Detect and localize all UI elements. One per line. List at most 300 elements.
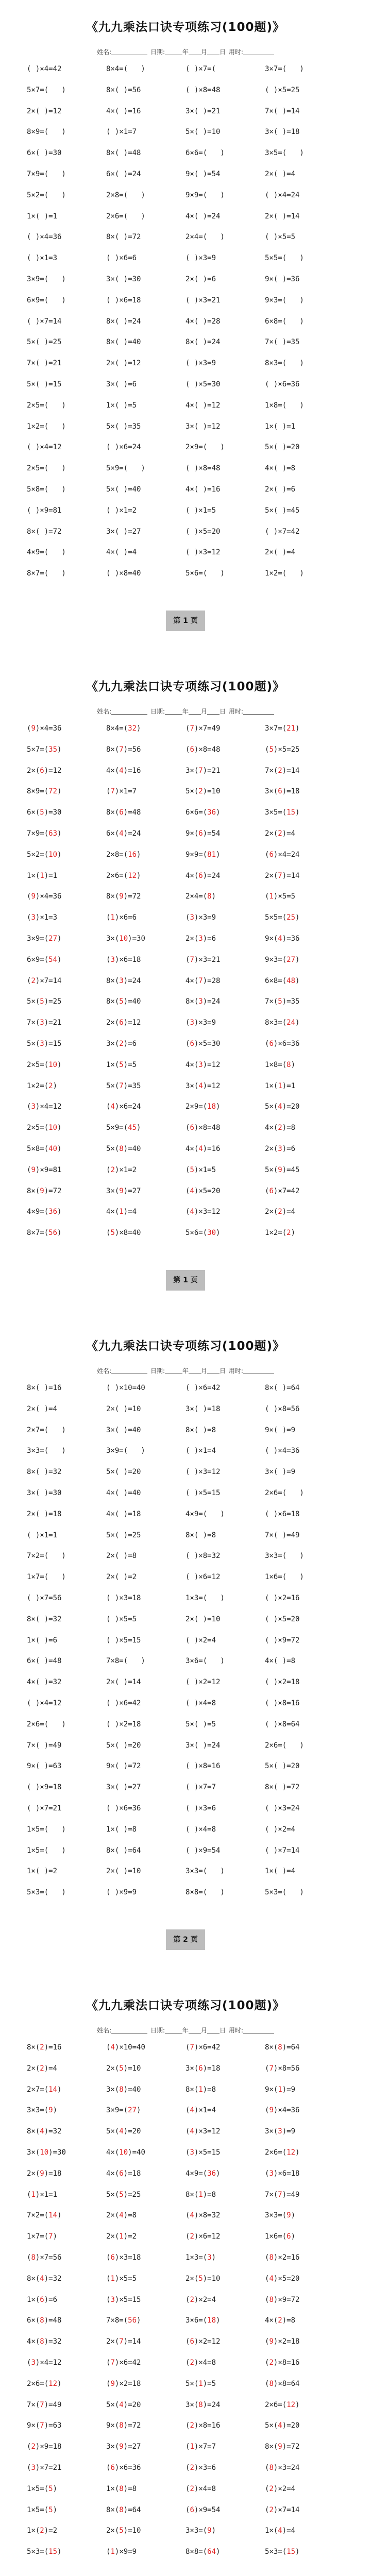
date-field[interactable] — [189, 48, 201, 55]
problem-item: 7×2=(14) — [27, 2211, 62, 2220]
problem-item: 1×6=(6) — [265, 2232, 296, 2241]
problem-item: 2×( )=12 — [27, 107, 62, 115]
date-part-label: 月 — [201, 2027, 208, 2034]
problem-item: 5×5=(25) — [265, 913, 300, 922]
answer-value: 2 — [278, 2316, 282, 2325]
problem-item: (2)×2=4 — [185, 2295, 216, 2304]
date-field[interactable] — [189, 1367, 201, 1374]
problem-item: ( )×4=24 — [265, 191, 300, 199]
answer-value: 27 — [128, 2106, 137, 2115]
problem-item: ( )×3=12 — [185, 1468, 221, 1477]
date-part-label: 年 — [182, 2027, 189, 2034]
problem-item: 7×2=( ) — [27, 1552, 66, 1561]
problem-item: 5×( )=35 — [106, 422, 141, 431]
problem-item: (9)×2=18 — [265, 2337, 300, 2346]
problem-item: 2×(7)=14 — [106, 2337, 141, 2346]
answer-value: 2 — [40, 2527, 44, 2535]
problem-item: 8×(4)=32 — [27, 2127, 62, 2136]
problem-item: 3×(4)=12 — [185, 1081, 221, 1090]
answer-value: 3 — [269, 2169, 274, 2178]
date-field[interactable] — [189, 708, 201, 715]
answer-value: 8 — [286, 1060, 291, 1069]
problem-item: 5×8=(40) — [27, 1144, 62, 1153]
date-part-label: 月 — [201, 1367, 208, 1375]
answer-value: 4 — [190, 1187, 194, 1195]
answer-value: 7 — [278, 871, 282, 880]
problem-item: 3×3=( ) — [27, 1447, 66, 1455]
problem-item: 6×( )=24 — [106, 170, 141, 178]
problem-item: 5×( )=20 — [265, 443, 300, 452]
answer-value: 2 — [110, 1165, 115, 1174]
problem-item: 6×6=(36) — [185, 808, 221, 817]
problem-item: ( )×9=72 — [265, 1636, 300, 1645]
problem-item: ( )×5=20 — [185, 527, 221, 536]
problem-item: ( )×7=7 — [185, 1783, 216, 1792]
answer-value: 4 — [269, 2274, 274, 2283]
answer-value: 30 — [207, 1229, 216, 1238]
problem-item: 3×(8)=24 — [185, 2400, 221, 2409]
date-field[interactable] — [207, 1367, 220, 1374]
answer-value: 8 — [40, 2316, 44, 2325]
problem-item: 9×( )=63 — [27, 1762, 62, 1771]
problem-item: 5×( )=20 — [106, 1468, 141, 1477]
problem-item: ( )×9=54 — [185, 1846, 221, 1855]
answer-value: 9 — [269, 2337, 274, 2346]
answer-value: 36 — [207, 2169, 216, 2178]
answer-value: 1 — [110, 2548, 115, 2556]
problem-item: 8×(1)=8 — [185, 2190, 216, 2199]
problem-item: ( )×2=4 — [265, 1825, 296, 1834]
time-label: 用时: — [226, 48, 243, 56]
problem-item: 3×(3)=9 — [265, 2127, 296, 2136]
problem-item: 5×3=( ) — [265, 1888, 304, 1897]
problem-item: 1×7=(7) — [27, 2232, 58, 2241]
answer-value: 5 — [119, 2527, 124, 2535]
problem-item: 8×( )=8 — [185, 1426, 216, 1434]
problem-item: ( )×4=12 — [27, 443, 62, 452]
problem-item: 8×( )=24 — [185, 338, 221, 347]
problem-item: ( )×5=15 — [185, 1488, 221, 1497]
problem-item: 9×( )=54 — [185, 170, 221, 178]
time-field[interactable] — [243, 708, 274, 715]
problem-item: 5×(2)=10 — [185, 787, 221, 796]
problem-item: (7)×1=7 — [106, 787, 137, 796]
page-title: 《九九乘法口诀专项练习(100题)》 — [86, 21, 285, 34]
problem-item: 3×( )=27 — [106, 527, 141, 536]
answer-value: 45 — [128, 1124, 137, 1132]
problem-item: 5×( )=25 — [27, 338, 62, 347]
answer-value: 2 — [190, 2358, 194, 2367]
date-field[interactable] — [207, 2027, 220, 2033]
answer-value: 63 — [48, 829, 58, 838]
problem-item: 3×( )=30 — [106, 275, 141, 283]
problem-item: (4)×1=4 — [185, 2106, 216, 2115]
answer-value: 64 — [207, 2548, 216, 2556]
date-field[interactable] — [165, 2027, 182, 2033]
answer-value: 4 — [190, 2127, 194, 2136]
problem-item: 7×(3)=21 — [27, 1019, 62, 1027]
problem-item: 2×6=( ) — [265, 1741, 304, 1750]
problem-item: 5×( )=45 — [265, 506, 300, 515]
problem-item: 2×5=( ) — [27, 401, 66, 410]
answer-value: 3 — [119, 976, 124, 985]
name-field[interactable] — [111, 708, 147, 715]
problem-item: ( )×3=21 — [185, 296, 221, 304]
answer-value: 2 — [119, 1039, 124, 1048]
problem-item: ( )×7=42 — [265, 527, 300, 536]
problem-item: 6×9=(54) — [27, 955, 62, 964]
problem-item: 8×(2)=16 — [27, 2043, 62, 2052]
problem-item: 6×(5)=30 — [27, 808, 62, 817]
problem-item: 2×7=(14) — [27, 2085, 62, 2094]
problem-item: 2×(1)=2 — [106, 2232, 137, 2241]
problem-item: 5×3=(15) — [27, 2548, 62, 2556]
answer-value: 2 — [48, 1081, 53, 1090]
answer-value: 7 — [190, 2043, 194, 2052]
problem-item: 8×(8)=64 — [265, 2043, 300, 2052]
answer-value: 2 — [269, 2358, 274, 2367]
problem-item: 4×( )=28 — [185, 317, 221, 326]
answer-value: 1 — [269, 892, 274, 901]
date-field[interactable] — [165, 708, 182, 715]
answer-value: 18 — [207, 1103, 216, 1111]
problem-item: 9×3=( ) — [265, 296, 304, 304]
problem-item: 8×( )=32 — [27, 1468, 62, 1477]
problem-item: ( )×4=36 — [265, 1447, 300, 1455]
name-field[interactable] — [111, 2027, 147, 2033]
problem-item: (4)×6=24 — [106, 1103, 141, 1111]
problem-item: 1×( )=6 — [27, 1636, 58, 1645]
problem-item: 5×7=(35) — [27, 745, 62, 754]
problem-item: 8×(7)=56 — [106, 745, 141, 754]
problem-item: 4×( )=4 — [106, 548, 137, 557]
answer-value: 4 — [278, 1103, 282, 1111]
answer-value: 6 — [190, 1039, 194, 1048]
problem-item: 1×6=( ) — [265, 1573, 304, 1582]
problem-item: 2×( )=14 — [106, 1678, 141, 1687]
problem-item: ( )×4=36 — [27, 233, 62, 242]
problem-item: (7)×8=56 — [265, 2064, 300, 2073]
answer-value: 12 — [128, 871, 137, 880]
problem-item: 7×(5)=35 — [265, 997, 300, 1006]
answer-value: 6 — [110, 2253, 115, 2262]
problem-item: ( )×8=48 — [185, 86, 221, 94]
answer-value: 3 — [31, 913, 36, 922]
date-field[interactable] — [207, 48, 220, 55]
problem-item: 6×( )=48 — [27, 1657, 62, 1666]
answer-value: 5 — [40, 808, 44, 817]
problem-item: 1×5=( ) — [27, 1846, 66, 1855]
problem-item: 2×( )=4 — [265, 170, 296, 178]
date-part-label: 日 — [220, 708, 226, 715]
problem-item: 8×( )=64 — [265, 1384, 300, 1392]
problem-item: ( )×4=8 — [185, 1825, 216, 1834]
problem-item: 8×(5)=40 — [106, 997, 141, 1006]
problem-item: ( )×7=( — [185, 65, 216, 73]
answer-value: 1 — [190, 2443, 194, 2451]
problem-item: (4)×5=20 — [265, 2274, 300, 2283]
problem-item: (9)×2=18 — [106, 2379, 141, 2388]
date-part-label: 日 — [220, 48, 226, 56]
problem-item: 5×(4)=20 — [265, 2421, 300, 2430]
problem-item: ( )×8=48 — [185, 464, 221, 473]
problem-item: 6×(4)=24 — [106, 829, 141, 838]
problem-item: ( )×2=18 — [265, 1678, 300, 1687]
problem-item: 3×6=( ) — [185, 1657, 225, 1666]
problem-item: 2×4=(8) — [185, 892, 216, 901]
answer-value: 10 — [119, 2148, 128, 2157]
problem-item: 4×(10)=40 — [106, 2148, 145, 2157]
answer-value: 8 — [269, 2379, 274, 2388]
problem-item: 2×( )=12 — [106, 359, 141, 368]
answer-value: 2 — [190, 2463, 194, 2472]
problem-item: ( )×3=9 — [185, 254, 216, 263]
problem-item: (8)×9=72 — [265, 2295, 300, 2304]
problem-item: ( )×10=40 — [106, 1384, 145, 1392]
problem-item: (1)×6=6 — [106, 913, 137, 922]
problem-item: (8)×2=16 — [265, 2253, 300, 2262]
problem-item: 2×( )=2 — [106, 1573, 137, 1582]
problem-item: 2×9=( ) — [185, 443, 225, 452]
problem-item: 4×(4)=16 — [185, 1144, 221, 1153]
answer-value: 9 — [269, 2106, 274, 2115]
page-number-badge: 第 1 页 — [166, 611, 205, 631]
problem-item: 7×9=(63) — [27, 829, 62, 838]
problem-item: ( )×8=40 — [106, 569, 141, 578]
answer-value: 7 — [278, 2190, 282, 2199]
answer-value: 8 — [269, 2295, 274, 2304]
answer-value: 3 — [110, 2295, 115, 2304]
answer-value: 18 — [207, 2316, 216, 2325]
answer-value: 6 — [190, 1124, 194, 1132]
problem-item: (3)×6=18 — [106, 955, 141, 964]
time-field[interactable] — [243, 1367, 274, 1374]
problem-item: (3)×3=9 — [185, 913, 216, 922]
problem-item: 7×9=( ) — [27, 170, 66, 178]
problem-item: 5×(5)=25 — [106, 2190, 141, 2199]
time-label: 用时: — [226, 1367, 243, 1375]
answer-value: 4 — [119, 766, 124, 775]
problem-item: ( )×9=18 — [27, 1783, 62, 1792]
problem-item: 5×( )=40 — [106, 485, 141, 494]
answer-value: 6 — [269, 850, 274, 859]
problem-item: 1×( )=1 — [265, 422, 296, 431]
problem-item: 3×7=( ) — [265, 65, 304, 73]
problem-item: 8×(3)=24 — [106, 976, 141, 985]
problem-item: 2×6=(12) — [265, 2148, 300, 2157]
problem-item: 2×( )=10 — [106, 1404, 141, 1413]
answer-value: 2 — [286, 1229, 291, 1238]
answer-value: 56 — [48, 1229, 58, 1238]
answer-value: 1 — [40, 871, 44, 880]
problem-item: 3×( )=30 — [27, 1488, 62, 1497]
problem-item: (3)×4=12 — [27, 2358, 62, 2367]
problem-item: ( )×2=18 — [106, 1720, 141, 1728]
answer-value: 4 — [278, 934, 282, 943]
answer-value: 72 — [48, 787, 58, 796]
problem-item: 5×(9)=45 — [265, 1165, 300, 1174]
problem-item: 9×(8)=72 — [106, 2421, 141, 2430]
problem-item: 6×( )=30 — [27, 149, 62, 158]
answer-value: 1 — [110, 2274, 115, 2283]
problem-item: 1×5=(5) — [27, 2505, 58, 2514]
problem-item: 5×6=( ) — [185, 569, 225, 578]
problem-item: 4×(4)=16 — [106, 766, 141, 775]
answer-value: 15 — [286, 2548, 296, 2556]
problem-item: 8×( )=56 — [106, 86, 141, 94]
answer-value: 12 — [286, 2400, 296, 2409]
problem-item: 7×8=( ) — [106, 1657, 145, 1666]
answer-value: 2 — [278, 766, 282, 775]
problem-item: 4×9=(36) — [27, 1208, 62, 1216]
answer-value: 5 — [48, 2484, 53, 2493]
name-field[interactable] — [111, 1367, 147, 1374]
answer-value: 9 — [110, 2379, 115, 2388]
answer-value: 9 — [286, 2211, 291, 2220]
answer-value: 4 — [198, 1144, 203, 1153]
answer-value: 36 — [207, 808, 216, 817]
date-field[interactable] — [165, 1367, 182, 1374]
problem-item: 2×5=( ) — [27, 464, 66, 473]
name-label: 姓名: — [97, 708, 112, 715]
problem-item: (4)×10=40 — [106, 2043, 145, 2052]
answer-value: 1 — [198, 2379, 203, 2388]
problem-item: 4×(2)=8 — [265, 2316, 296, 2325]
answer-value: 5 — [119, 997, 124, 1006]
answer-value: 14 — [48, 2085, 58, 2094]
answer-value: 4 — [119, 2127, 124, 2136]
problem-item: (6)×9=54 — [185, 2505, 221, 2514]
problem-item: (2)×4=8 — [185, 2484, 216, 2493]
problem-item: 2×( )=10 — [106, 1867, 141, 1876]
problem-item: 8×( )=32 — [27, 1615, 62, 1623]
problem-item: 2×6=(12) — [265, 2400, 300, 2409]
problem-item: 2×( )=6 — [265, 485, 296, 494]
problem-item: 7×( )=21 — [27, 359, 62, 368]
problem-item: 3×3=( ) — [185, 1867, 225, 1876]
problem-item: 2×(6)=12 — [106, 1019, 141, 1027]
problem-item: ( )×6=42 — [185, 1384, 221, 1392]
answer-value: 3 — [40, 1039, 44, 1048]
problem-item: 5×(4)=20 — [106, 2400, 141, 2409]
problem-item: 4×( )=12 — [185, 401, 221, 410]
problem-item: (2)×6=12 — [185, 2232, 221, 2241]
problem-item: 5×3=(15) — [265, 2548, 300, 2556]
answer-value: 15 — [286, 808, 296, 817]
answer-value: 1 — [31, 2190, 36, 2199]
answer-value: 3 — [31, 1103, 36, 1111]
answer-value: 2 — [31, 2443, 36, 2451]
problem-item: 3×(9)=27 — [106, 1187, 141, 1195]
problem-item: 3×(6)=18 — [185, 2064, 221, 2073]
problem-item: 1×3=(3) — [185, 2253, 216, 2262]
problem-item: 4×( )=18 — [106, 1510, 141, 1518]
problem-item: 2×7=( ) — [27, 1426, 66, 1434]
date-field[interactable] — [165, 48, 182, 55]
problem-item: 8×7=( ) — [27, 569, 66, 578]
problem-item: 5×( )=10 — [185, 128, 221, 137]
problem-item: 9×9=(81) — [185, 850, 221, 859]
problem-item: 5×7=( ) — [27, 86, 66, 94]
problem-grid — [27, 723, 344, 1249]
problem-item: (7)×7=49 — [185, 724, 221, 733]
problem-item: ( )×3=18 — [106, 1594, 141, 1602]
problem-item: (3)×6=18 — [265, 2169, 300, 2178]
problem-item: 2×6=( ) — [265, 1488, 304, 1497]
problem-item: 8×(4)=32 — [27, 2274, 62, 2283]
problem-item: 2×6=(12) — [106, 871, 141, 880]
problem-item: 8×3=( ) — [265, 359, 304, 368]
date-part-label: 月 — [201, 708, 208, 715]
answer-value: 7 — [119, 1081, 124, 1090]
problem-item: 2×( )=6 — [185, 275, 216, 283]
problem-item: (2)×8=16 — [265, 2358, 300, 2367]
problem-item: 8×4=( ) — [106, 65, 145, 73]
problem-item: 6×(8)=48 — [27, 2316, 62, 2325]
answer-value: 5 — [269, 745, 274, 754]
problem-item: (6)×5=30 — [185, 1039, 221, 1048]
problem-item: 7×( )=35 — [265, 338, 300, 347]
problem-item: 7×(7)=49 — [265, 2190, 300, 2199]
problem-item: ( )×6=18 — [265, 1510, 300, 1518]
problem-item: 2×( )=4 — [27, 1404, 58, 1413]
answer-value: 9 — [31, 1165, 36, 1174]
problem-item: (3)×4=12 — [27, 1103, 62, 1111]
time-field[interactable] — [243, 48, 274, 55]
problem-item: 3×6=(18) — [185, 2316, 221, 2325]
time-field[interactable] — [243, 2027, 274, 2033]
answer-value: 5 — [119, 2064, 124, 2073]
answer-value: 6 — [278, 787, 282, 796]
problem-item: 4×(8)=32 — [27, 2337, 62, 2346]
answer-value: 7 — [198, 976, 203, 985]
answer-value: 27 — [286, 955, 296, 964]
problem-item: 8×( )=8 — [185, 1531, 216, 1539]
date-label: 日期: — [147, 48, 165, 56]
answer-value: 9 — [31, 892, 36, 901]
problem-item: 2×5=(10) — [27, 1124, 62, 1132]
date-field[interactable] — [189, 2027, 201, 2033]
problem-item: 3×( )=24 — [185, 1741, 221, 1750]
problem-item: 2×6=(12) — [27, 2379, 62, 2388]
problem-item: (8)×3=24 — [265, 2463, 300, 2472]
answer-value: 12 — [286, 2148, 296, 2157]
problem-item: 2×8=( ) — [106, 191, 145, 199]
date-field[interactable] — [207, 708, 220, 715]
problem-item: ( )×6=12 — [185, 1573, 221, 1582]
problem-item: 3×3=(9) — [27, 2106, 58, 2115]
problem-item: 5×6=(30) — [185, 1229, 221, 1238]
problem-item: 4×(3)=12 — [185, 1060, 221, 1069]
answer-value: 3 — [198, 997, 203, 1006]
problem-grid — [27, 2042, 344, 2568]
problem-item: 4×( )=16 — [185, 485, 221, 494]
problem-item: ( )×7=56 — [27, 1594, 62, 1602]
problem-item: 6×6=( ) — [185, 149, 225, 158]
problem-item: 2×(2)=4 — [265, 829, 296, 838]
answer-value: 7 — [190, 955, 194, 964]
name-field[interactable] — [111, 48, 147, 55]
worksheet-page — [0, 1319, 371, 1978]
answer-value: 7 — [269, 2064, 274, 2073]
answer-value: 36 — [48, 1208, 58, 1216]
problem-item: ( )×1=7 — [106, 128, 137, 137]
answer-value: 4 — [110, 2043, 115, 2052]
answer-value: 6 — [190, 2505, 194, 2514]
problem-item: 5×9=(45) — [106, 1124, 141, 1132]
problem-item: 4×(6)=18 — [106, 2169, 141, 2178]
info-line — [0, 707, 371, 716]
